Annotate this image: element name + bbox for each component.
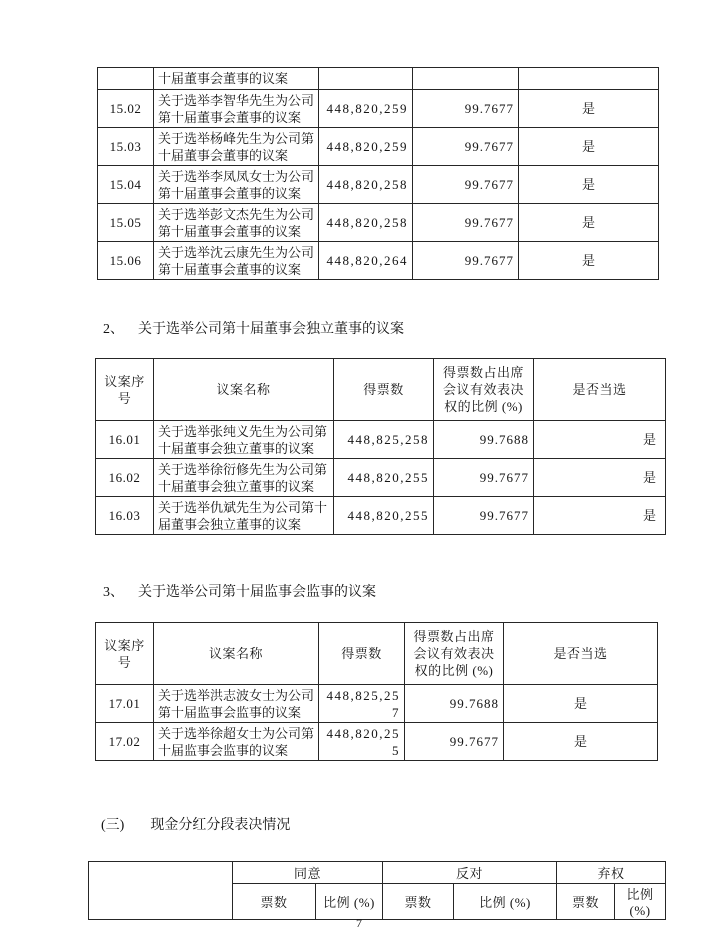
proposal-no-cell: 15.05 <box>98 204 154 242</box>
table-row <box>96 497 666 535</box>
section-heading-supervisors <box>103 584 376 601</box>
votes-cell: 448,820,259 <box>319 90 413 128</box>
header-votes: 得票数 <box>319 623 405 685</box>
proposal-no-cell: 17.02 <box>96 723 154 761</box>
elected-cell <box>519 68 659 90</box>
header-elected: 是否当选 <box>534 359 666 421</box>
votes-cell <box>319 68 413 90</box>
header-elected: 是否当选 <box>504 623 658 685</box>
header-proposal-no: 议案序号 <box>96 359 154 421</box>
proposal-no-cell: 16.01 <box>96 421 154 459</box>
table-cash-dividend-votes <box>88 861 666 920</box>
proposal-name-cell: 关于选举张纯义先生为公司第十届董事会独立董事的议案 <box>154 421 334 459</box>
header-ratio: 得票数占出席会议有效表决权的比例 (%) <box>405 623 504 685</box>
votes-cell: 448,825,257 <box>319 685 405 723</box>
elected-cell: 是 <box>534 459 666 497</box>
header-abstain: 弃权 <box>557 862 666 884</box>
table-row <box>96 685 658 723</box>
votes-cell: 448,820,258 <box>319 204 413 242</box>
table-group-header-row <box>89 862 666 884</box>
proposal-no-cell: 16.03 <box>96 497 154 535</box>
page-number: 7 <box>356 916 362 930</box>
header-agree-ratio: 比例 (%) <box>316 884 383 920</box>
section-title: 现金分红分段表决情况 <box>150 818 291 833</box>
header-proposal-name: 议案名称 <box>154 623 319 685</box>
elected-cell: 是 <box>519 90 659 128</box>
votes-cell: 448,820,259 <box>319 128 413 166</box>
elected-cell: 是 <box>504 685 658 723</box>
elected-cell: 是 <box>519 128 659 166</box>
table-row <box>98 90 659 128</box>
header-agree: 同意 <box>233 862 383 884</box>
votes-cell: 448,820,264 <box>319 242 413 280</box>
proposal-name-cell: 关于选举仇斌先生为公司第十届董事会独立董事的议案 <box>154 497 334 535</box>
header-abstain-ratio: 比例 (%) <box>615 884 666 920</box>
elected-cell: 是 <box>534 421 666 459</box>
proposal-no-cell: 17.01 <box>96 685 154 723</box>
proposal-name-cell: 关于选举徐衍修先生为公司第十届董事会独立董事的议案 <box>154 459 334 497</box>
ratio-cell: 99.7677 <box>413 128 519 166</box>
table-row <box>96 421 666 459</box>
table-row <box>98 166 659 204</box>
table-directors-election-continued <box>97 67 659 280</box>
table-supervisors <box>95 622 658 761</box>
section-number: 2、 <box>103 322 124 337</box>
section-title: 关于选举公司第十届董事会独立董事的议案 <box>138 322 404 337</box>
ratio-cell: 99.7677 <box>413 204 519 242</box>
header-against-votes: 票数 <box>383 884 454 920</box>
ratio-cell <box>413 68 519 90</box>
section-number: 3、 <box>103 585 124 600</box>
table-row <box>98 128 659 166</box>
table-row <box>98 242 659 280</box>
ratio-cell: 99.7688 <box>434 421 534 459</box>
votes-cell: 448,825,258 <box>334 421 434 459</box>
proposal-name-cell: 十届董事会董事的议案 <box>154 68 319 90</box>
table-row <box>98 68 659 90</box>
proposal-no-cell: 16.02 <box>96 459 154 497</box>
header-against-ratio: 比例 (%) <box>454 884 557 920</box>
header-against: 反对 <box>383 862 557 884</box>
proposal-no-cell: 15.04 <box>98 166 154 204</box>
proposal-name-cell: 关于选举彭文杰先生为公司第十届董事会董事的议案 <box>154 204 319 242</box>
proposal-name-cell: 关于选举徐超女士为公司第十届监事会监事的议案 <box>154 723 319 761</box>
section-heading-cash-dividend <box>101 817 290 834</box>
ratio-cell: 99.7677 <box>413 242 519 280</box>
section-heading-independent-directors <box>103 321 404 338</box>
proposal-no-cell <box>98 68 154 90</box>
elected-cell: 是 <box>534 497 666 535</box>
proposal-name-cell: 关于选举杨峰先生为公司第十届董事会董事的议案 <box>154 128 319 166</box>
section-title: 关于选举公司第十届监事会监事的议案 <box>138 585 376 600</box>
table-row <box>98 204 659 242</box>
votes-cell: 448,820,255 <box>334 459 434 497</box>
proposal-name-cell: 关于选举李凤凤女士为公司第十届董事会董事的议案 <box>154 166 319 204</box>
table-header-row <box>96 623 658 685</box>
ratio-cell: 99.7677 <box>434 497 534 535</box>
header-proposal-no: 议案序号 <box>96 623 154 685</box>
ratio-cell: 99.7688 <box>405 685 504 723</box>
proposal-no-cell: 15.03 <box>98 128 154 166</box>
proposal-name-cell: 关于选举洪志波女士为公司第十届监事会监事的议案 <box>154 685 319 723</box>
ratio-cell: 99.7677 <box>405 723 504 761</box>
proposal-no-cell: 15.02 <box>98 90 154 128</box>
table-independent-directors <box>95 358 666 535</box>
header-ratio: 得票数占出席会议有效表决权的比例 (%) <box>434 359 534 421</box>
elected-cell: 是 <box>519 204 659 242</box>
empty-header-cell <box>89 862 233 920</box>
table-row <box>96 459 666 497</box>
elected-cell: 是 <box>519 166 659 204</box>
header-abstain-votes: 票数 <box>557 884 615 920</box>
header-agree-votes: 票数 <box>233 884 316 920</box>
votes-cell: 448,820,258 <box>319 166 413 204</box>
proposal-name-cell: 关于选举李智华先生为公司第十届董事会董事的议案 <box>154 90 319 128</box>
table-header-row <box>96 359 666 421</box>
ratio-cell: 99.7677 <box>413 90 519 128</box>
header-votes: 得票数 <box>334 359 434 421</box>
ratio-cell: 99.7677 <box>434 459 534 497</box>
header-proposal-name: 议案名称 <box>154 359 334 421</box>
elected-cell: 是 <box>519 242 659 280</box>
votes-cell: 448,820,255 <box>319 723 405 761</box>
proposal-no-cell: 15.06 <box>98 242 154 280</box>
proposal-name-cell: 关于选举沈云康先生为公司第十届董事会董事的议案 <box>154 242 319 280</box>
votes-cell: 448,820,255 <box>334 497 434 535</box>
ratio-cell: 99.7677 <box>413 166 519 204</box>
table-row <box>96 723 658 761</box>
elected-cell: 是 <box>504 723 658 761</box>
section-number: (三) <box>101 818 125 833</box>
